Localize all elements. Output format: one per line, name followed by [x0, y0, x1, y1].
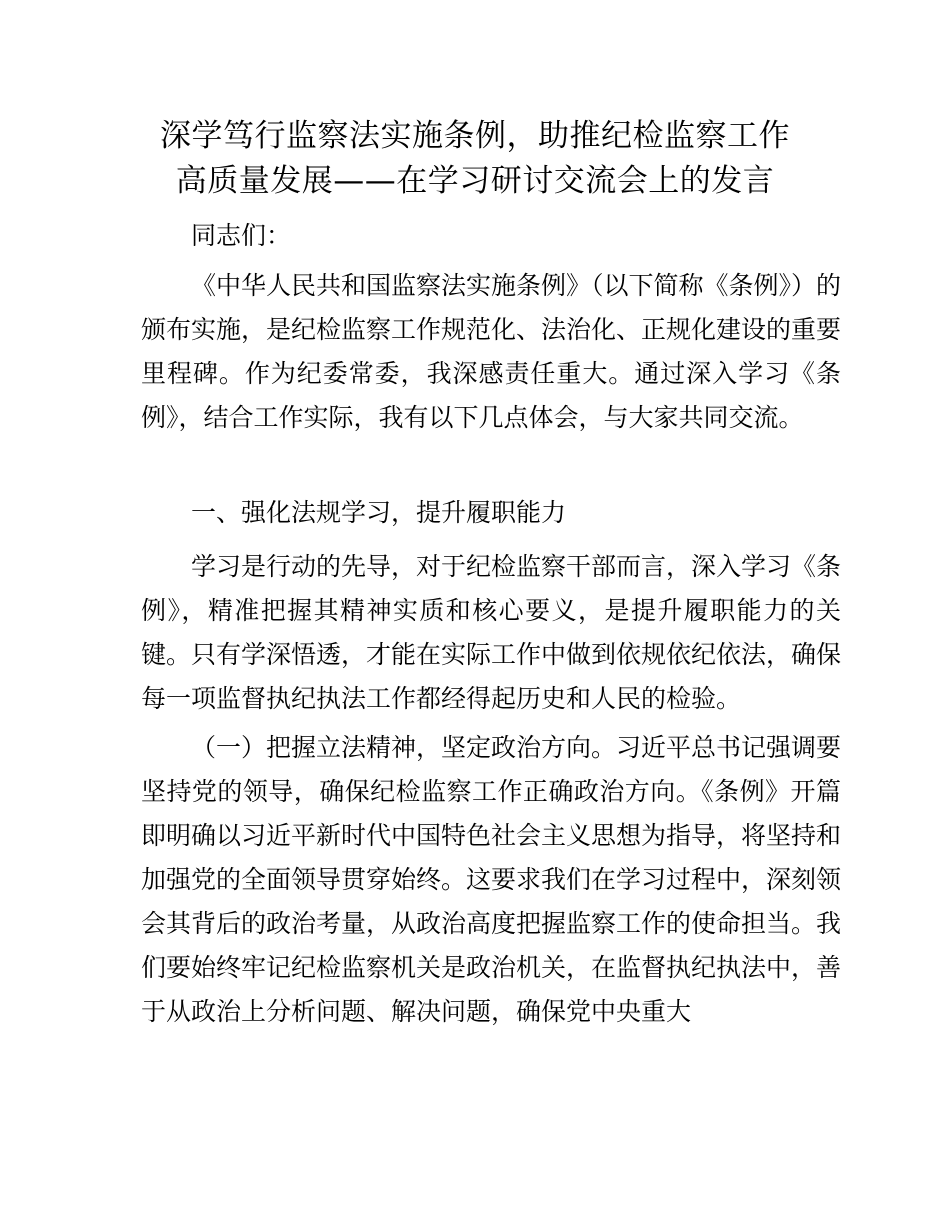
document-title-line-1: 深学笃行监察法实施条例，助推纪检监察工作 — [160, 118, 790, 154]
document-title-line-2: 高质量发展——在学习研讨交流会上的发言 — [175, 163, 775, 199]
section-heading-1: 一、强化法规学习，提升履职能力 — [191, 498, 567, 527]
paragraph-subsection-1: （一）把握立法精神，坚定政治方向。习近平总书记强调要坚持党的领导，确保纪检监察工作正确政治方向。《条例》开篇即明确以习近平新时代中国特色社会主义思想为指导，将坚持和加强党的全面领导贯穿始终。这要求我们在学习过程中，深刻领会其背后的政治考量，从政治高度把握监察工作的使命担当。我们要始终牢记纪检监察机关是政治机关，在监督执纪执法中，善于从政治上分析问题、解决问题，确保党中央重大 — [141, 733, 842, 1026]
greeting: 同志们： — [191, 221, 292, 250]
paragraph-section-1: 学习是行动的先导，对于纪检监察干部而言，深入学习《条例》，精准把握其精神实质和核心要义，是提升履职能力的关键。只有学深悟透，才能在实际工作中做到依规依纪依法，确保每一项监督执纪执法工作都经得起历史和人民的检验。 — [141, 552, 842, 713]
paragraph-intro: 《中华人民共和国监察法实施条例》（以下简称《条例》）的颁布实施，是纪检监察工作规范化、法治化、正规化建设的重要里程碑。作为纪委常委，我深感责任重大。通过深入学习《条例》，结合工作实际，我有以下几点体会，与大家共同交流。 — [141, 271, 842, 432]
